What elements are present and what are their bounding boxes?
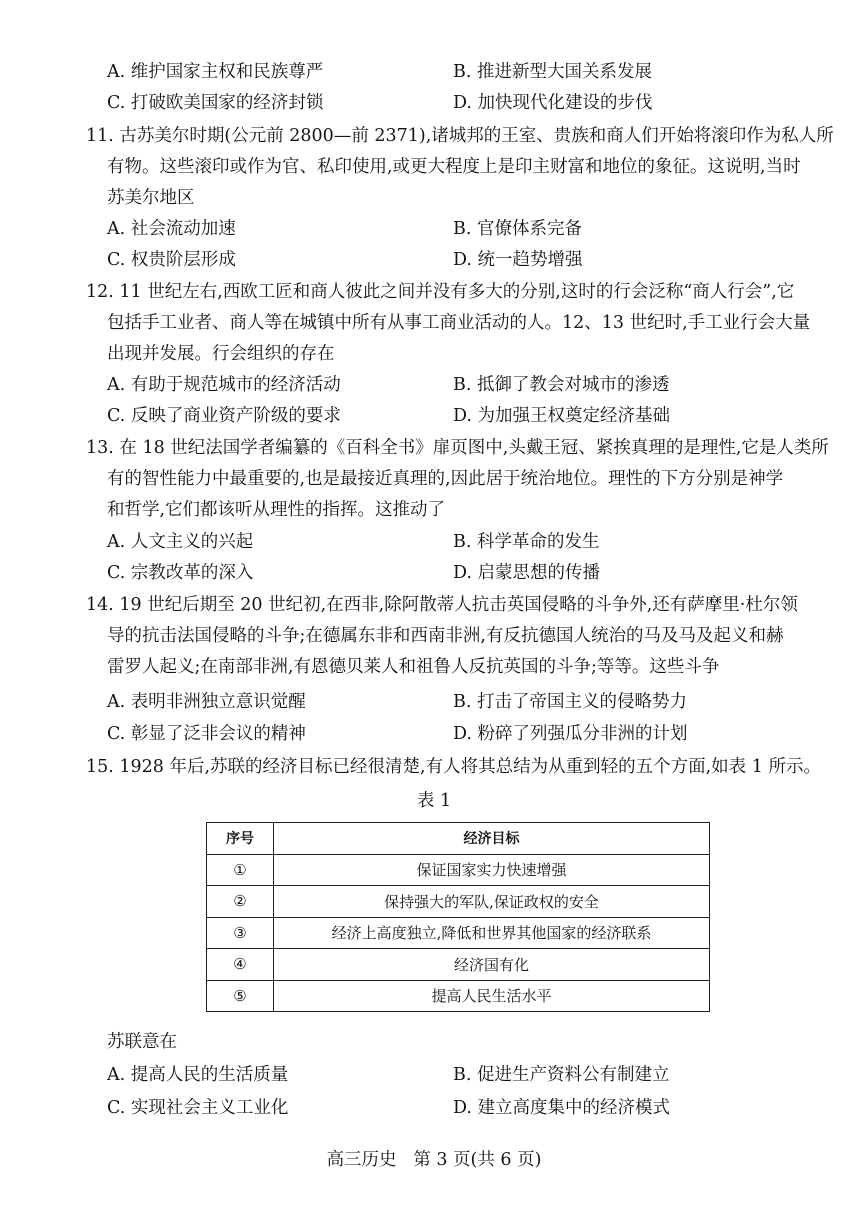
q14-option-d: D. 粉碎了列强瓜分非洲的计划 — [453, 724, 688, 744]
table-header-index: 序号 — [207, 823, 274, 855]
row-index: ④ — [207, 949, 274, 981]
q14-option-b: B. 打击了帝国主义的侵略势力 — [453, 692, 687, 712]
q11-option-a: A. 社会流动加速 — [107, 219, 236, 239]
economic-goals-table — [206, 822, 710, 1012]
q13-stem-line: 13. 在 18 世纪法国学者编纂的《百科全书》扉页图中,头戴王冠、紧挨真理的是理性,它是人类所 — [86, 438, 829, 458]
q15-option-b: B. 促进生产资料公有制建立 — [453, 1065, 670, 1085]
q12-stem-line: 12. 11 世纪左右,西欧工匠和商人彼此之间并没有多大的分别,这时的行会泛称“商人行会”,它 — [86, 282, 795, 302]
table-row — [207, 854, 710, 886]
q12-stem-line: 出现并发展。行会组织的存在 — [107, 344, 335, 364]
q12-stem-line: 包括手工业者、商人等在城镇中所有从事工商业活动的人。12、13 世纪时,手工业行会大量 — [107, 313, 811, 333]
q13-option-c: C. 宗教改革的深入 — [107, 563, 254, 583]
q13-stem-line: 有的智性能力中最重要的,也是最接近真理的,因此居于统治地位。理性的下方分别是神学 — [107, 469, 784, 489]
q11-stem-line: 苏美尔地区 — [107, 188, 195, 208]
table-row — [207, 980, 710, 1012]
q14-stem-line: 雷罗人起义;在南部非洲,有恩德贝莱人和祖鲁人反抗英国的斗争;等等。这些斗争 — [107, 657, 720, 677]
q10-option-c: C. 打破欧美国家的经济封锁 — [107, 93, 324, 113]
q14-option-c: C. 彰显了泛非会议的精神 — [107, 724, 306, 744]
q11-option-b: B. 官僚体系完备 — [453, 219, 582, 239]
row-goal: 提高人民生活水平 — [274, 980, 710, 1012]
q13-stem-line: 和哲学,它们都该听从理性的指挥。这推动了 — [107, 500, 446, 520]
q10-option-a: A. 维护国家主权和民族尊严 — [107, 62, 324, 82]
q12-option-c: C. 反映了商业资产阶级的要求 — [107, 406, 341, 426]
table-header-row — [207, 823, 710, 855]
q10-option-d: D. 加快现代化建设的步伐 — [453, 93, 653, 113]
q10-option-b: B. 推进新型大国关系发展 — [453, 62, 652, 82]
q15-stem-end: 苏联意在 — [107, 1032, 177, 1052]
q11-option-d: D. 统一趋势增强 — [453, 250, 583, 270]
table-row — [207, 917, 710, 949]
table-row — [207, 886, 710, 918]
q12-option-a: A. 有助于规范城市的经济活动 — [107, 375, 341, 395]
q13-option-a: A. 人文主义的兴起 — [107, 532, 254, 552]
row-index: ② — [207, 886, 274, 918]
q13-option-d: D. 启蒙思想的传播 — [453, 563, 601, 583]
q14-stem-line: 导的抗击法国侵略的斗争;在德属东非和西南非洲,有反抗德国人统治的马及马及起义和赫 — [107, 626, 784, 646]
row-index: ① — [207, 854, 274, 886]
q12-option-b: B. 抵御了教会对城市的渗透 — [453, 375, 670, 395]
row-goal: 保证国家实力快速增强 — [274, 854, 710, 886]
q15-option-c: C. 实现社会主义工业化 — [107, 1098, 289, 1118]
q15-stem-line: 15. 1928 年后,苏联的经济目标已经很清楚,有人将其总结为从重到轻的五个方面,如表 1 所示。 — [86, 757, 821, 777]
q13-option-b: B. 科学革命的发生 — [453, 532, 600, 552]
table-caption: 表 1 — [416, 791, 452, 811]
q14-stem-line: 14. 19 世纪后期至 20 世纪初,在西非,除阿散蒂人抗击英国侵略的斗争外,还有萨摩里·杜尔领 — [86, 595, 798, 615]
q15-option-a: A. 提高人民的生活质量 — [107, 1065, 289, 1085]
q11-option-c: C. 权贵阶层形成 — [107, 250, 236, 270]
q11-stem-line: 有物。这些滚印或作为官、私印使用,或更大程度上是印主财富和地位的象征。这说明,当时 — [107, 157, 801, 177]
q11-stem-line: 11. 古苏美尔时期(公元前 2800—前 2371),诸城邦的王室、贵族和商人们开始将滚印作为私人所 — [86, 126, 834, 146]
row-goal: 经济国有化 — [274, 949, 710, 981]
row-index: ③ — [207, 917, 274, 949]
row-goal: 保持强大的军队,保证政权的安全 — [274, 886, 710, 918]
page-footer: 高三历史 第 3 页(共 6 页) — [326, 1150, 542, 1170]
table-header-goal: 经济目标 — [274, 823, 710, 855]
q15-option-d: D. 建立高度集中的经济模式 — [453, 1098, 671, 1118]
q12-option-d: D. 为加强王权奠定经济基础 — [453, 406, 671, 426]
row-goal: 经济上高度独立,降低和世界其他国家的经济联系 — [274, 917, 710, 949]
q14-option-a: A. 表明非洲独立意识觉醒 — [107, 692, 306, 712]
table-row — [207, 949, 710, 981]
row-index: ⑤ — [207, 980, 274, 1012]
